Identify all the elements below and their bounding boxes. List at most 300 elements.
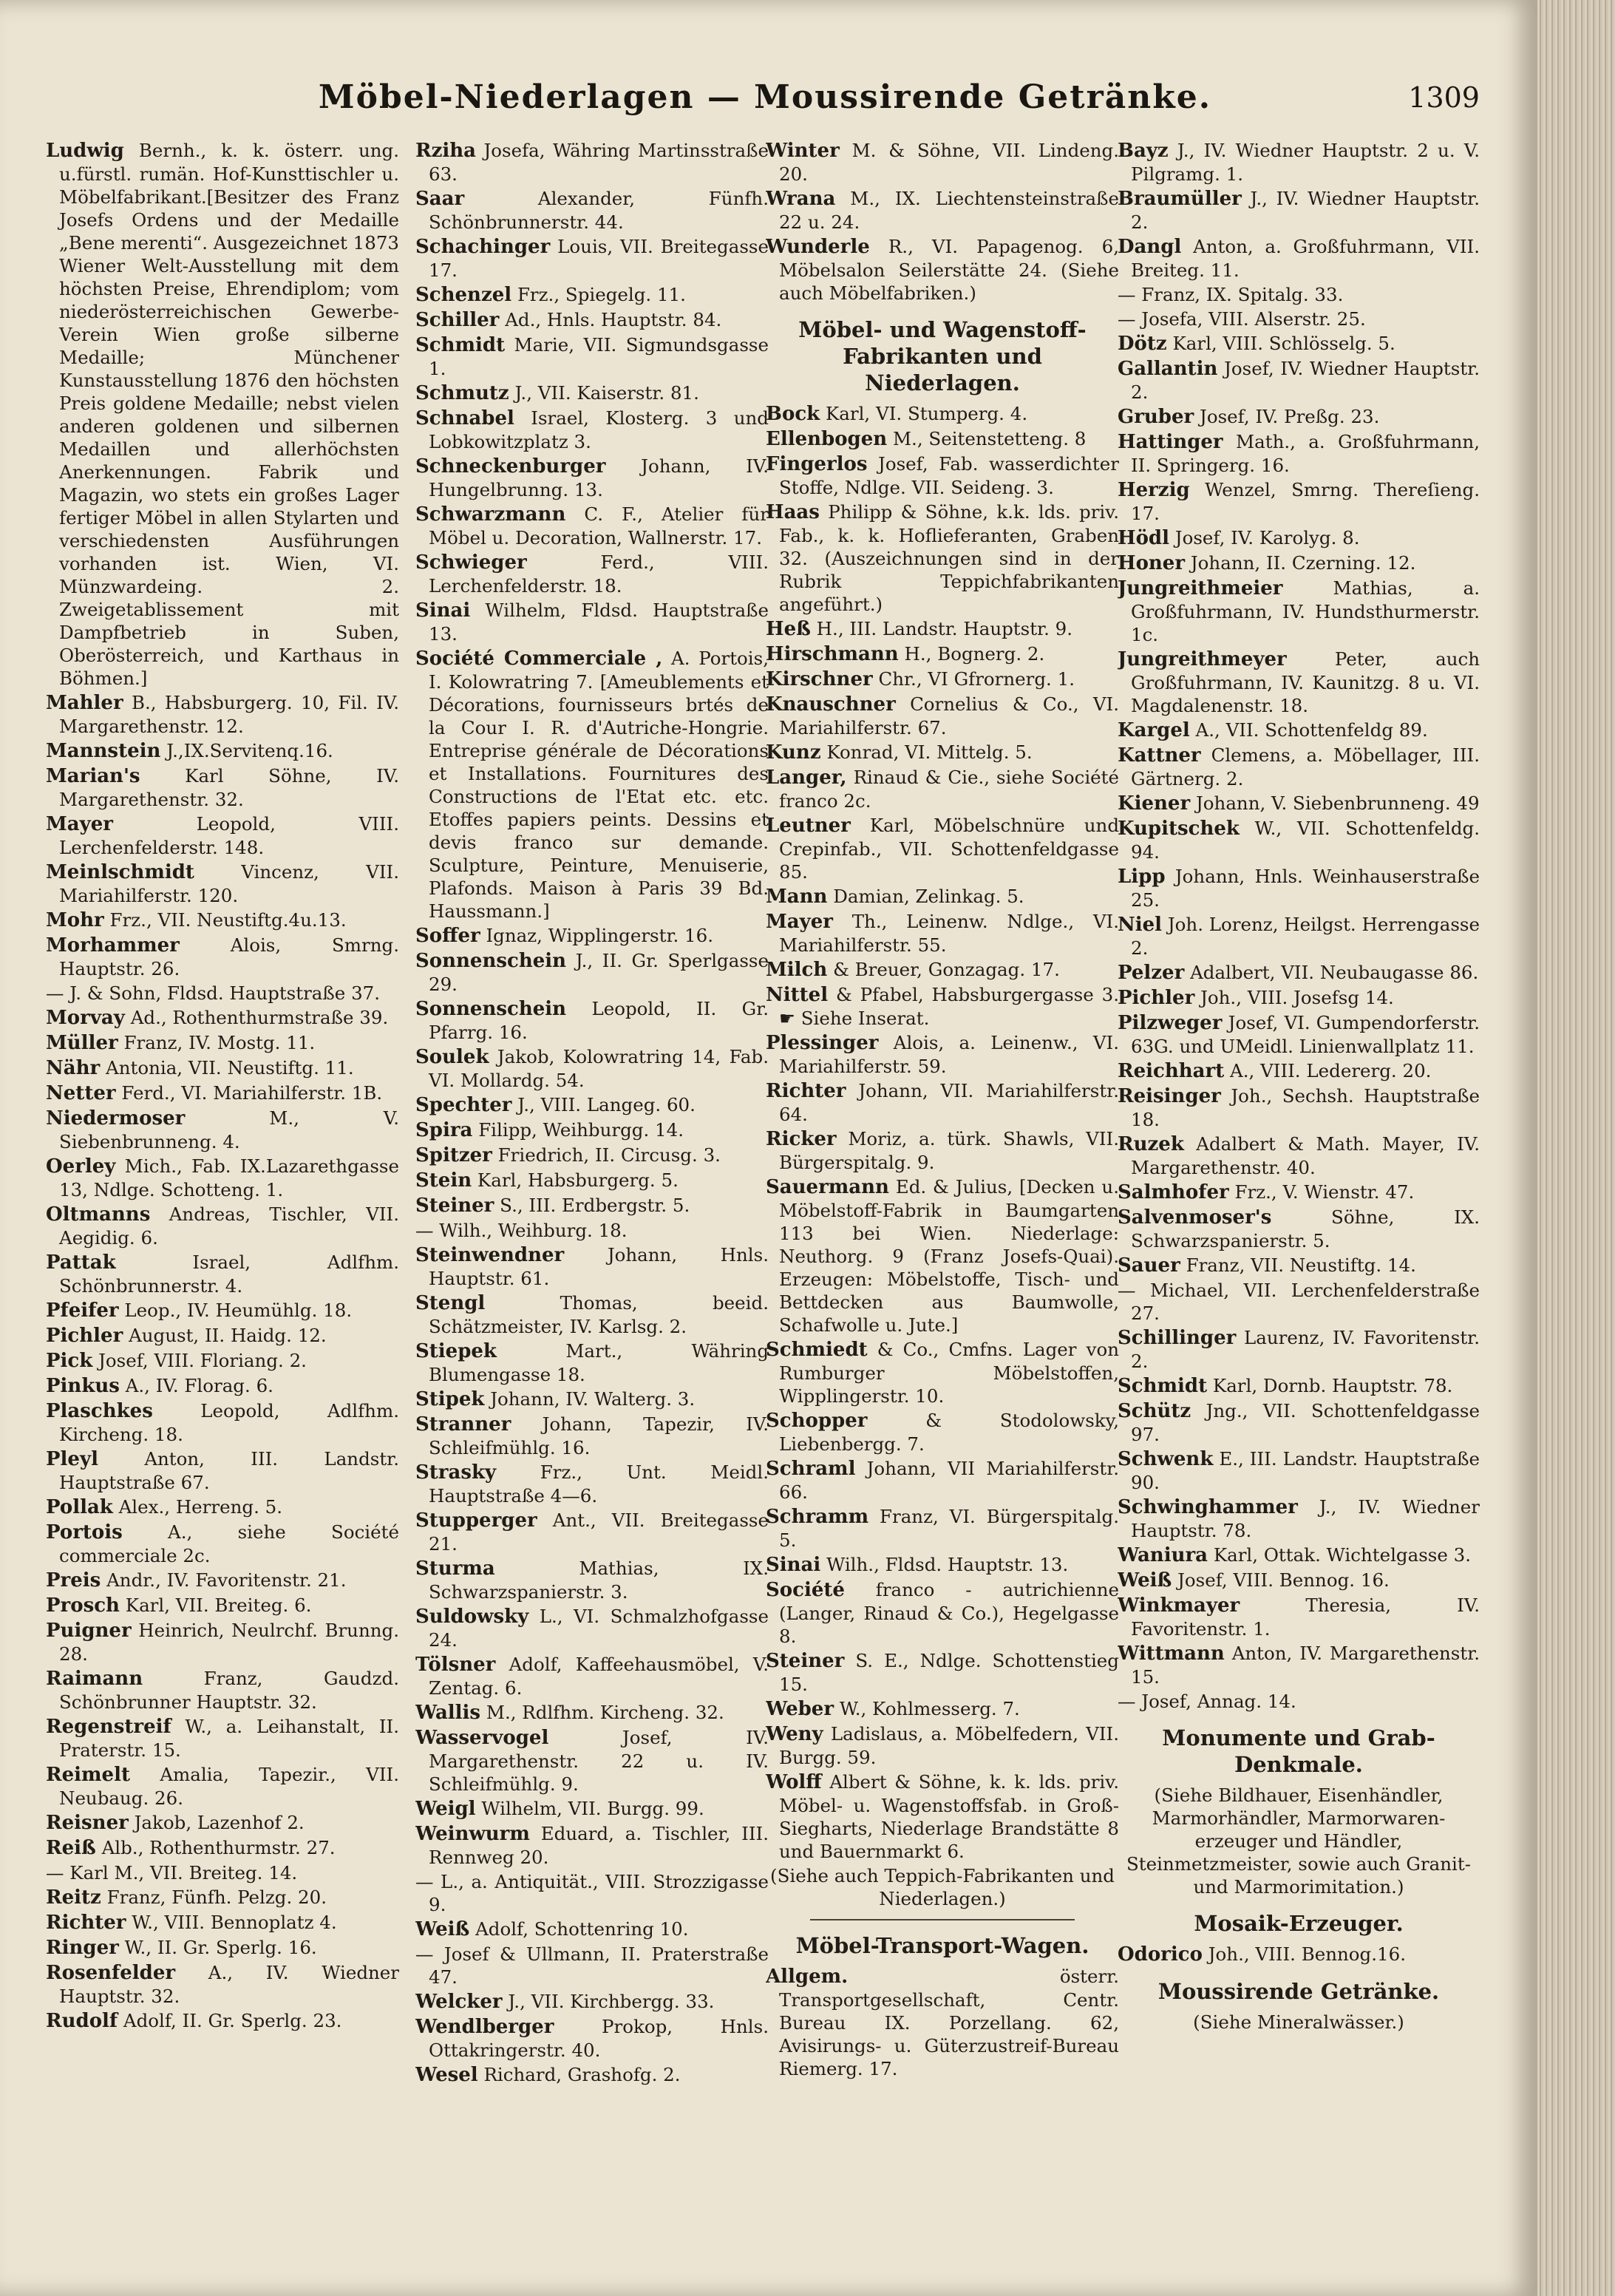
entry-details: Josef, IV. Karolyg. 8. [1174, 527, 1360, 548]
entry-details: Joh., Sechsh. Hauptstraße 18. [1131, 1085, 1480, 1130]
entry-name: Schmiedt [766, 1339, 868, 1361]
entry-details: Josef, IV. Wiedner Hauptstr. 2. [1131, 358, 1480, 403]
entry-name: Oerley [46, 1155, 116, 1178]
directory-entry [415, 1219, 769, 1242]
directory-entry [415, 1870, 769, 1916]
entry-name: Waniura [1118, 1544, 1208, 1566]
entry-details: Israel, Adlfhm. Schönbrunnerstr. 4. [59, 1251, 399, 1297]
entry-name: Mayer [766, 911, 833, 933]
entry-name: Schneckenburger [415, 455, 606, 478]
directory-entry [1118, 1374, 1480, 1398]
entry-details: Jakob, Lazenhof 2. [134, 1812, 305, 1833]
directory-entry [415, 1943, 769, 1988]
entry-name: Wunderle [766, 236, 870, 258]
directory-entry [766, 1770, 1119, 1863]
directory-entry [415, 1726, 769, 1796]
entry-name: Pleyl [46, 1448, 98, 1470]
entry-name: Kirschner [766, 668, 873, 690]
section-heading-getraenke: Moussirende Getränke. [1157, 1979, 1440, 2004]
entry-details: Adolf, Kaffeehausmöbel, V. Zentag. 6. [429, 1654, 769, 1699]
directory-entry [46, 812, 399, 859]
entry-name: Schachinger [415, 236, 551, 258]
entry-name: Pilzweger [1118, 1012, 1223, 1034]
directory-entry [415, 381, 769, 405]
entry-details: W., a. Leihanstalt, II. Praterstr. 15. [59, 1716, 399, 1761]
directory-entry [1118, 1084, 1480, 1131]
entry-name: Winkmayer [1118, 1594, 1240, 1617]
entry-details: Peter, auch Großfuhrmann, IV. Kaunitzg. 8 u. VI. Magdalenenstr. 18. [1131, 648, 1480, 716]
entry-details: Joh., VIII. Bennog.16. [1208, 1943, 1406, 1965]
directory-entry [1118, 139, 1480, 186]
entry-details: Johann, II. Czerning. 12. [1190, 552, 1416, 574]
entry-details: M., Seitenstetteng. 8 [892, 428, 1087, 449]
entry-name: Fingerlos [766, 453, 868, 475]
entry-name: Ludwig [46, 140, 124, 162]
directory-entry [766, 235, 1119, 305]
directory-entry [46, 139, 399, 690]
directory-entry [766, 1578, 1119, 1648]
entry-name: Reisinger [1118, 1085, 1221, 1107]
entry-name: Braumüller [1118, 188, 1242, 210]
entry-name: Schenzel [415, 284, 512, 306]
directory-entry [46, 1251, 399, 1297]
entry-details: Frz., V. Wienstr. 47. [1234, 1181, 1415, 1203]
entry-name: Société Commerciale , [415, 648, 663, 670]
entry-details: Antonia, VII. Neustiftg. 11. [106, 1057, 354, 1079]
directory-entry [1118, 1206, 1480, 1252]
entry-details: Karl, Dornb. Hauptstr. 78. [1212, 1375, 1453, 1396]
directory-entry [766, 668, 1119, 691]
entry-name: Schmutz [415, 382, 509, 404]
entry-name: Haas [766, 501, 820, 523]
directory-entry [415, 1388, 769, 1411]
entry-name: Wittmann [1118, 1643, 1225, 1665]
entry-details: Ignaz, Wipplingerstr. 16. [486, 925, 714, 946]
entry-name: Plaschkes [46, 1400, 153, 1422]
section-heading-mosaik: Mosaik-Erzeuger. [1194, 1911, 1404, 1936]
directory-entry [1118, 865, 1480, 911]
entry-details: S. E., Ndlge. Schottenstieg 15. [779, 1650, 1119, 1695]
column-3 [766, 139, 1119, 2268]
entry-name: Reisner [46, 1812, 129, 1834]
directory-entry [1118, 577, 1480, 646]
directory-entry [415, 1461, 769, 1507]
entry-details: — Wilh., Weihburg. 18. [415, 1220, 628, 1241]
directory-entry [766, 187, 1119, 234]
directory-entry [1118, 357, 1480, 404]
directory-entry [766, 1697, 1119, 1721]
entry-details: Karl, VI. Stumperg. 4. [825, 403, 1028, 424]
directory-entry [415, 1990, 769, 2014]
directory-entry [46, 1861, 399, 1884]
entry-name: Stipek [415, 1388, 485, 1410]
entry-details: C. F., Atelier für Möbel u. Decoration, Wallnerstr. 17. [429, 503, 769, 548]
entry-name: Ringer [46, 1937, 119, 1959]
entry-name: Pattak [46, 1251, 116, 1274]
entry-name: Ruzek [1118, 1133, 1184, 1155]
entry-details: & Breuer, Gonzagag. 17. [833, 959, 1060, 980]
directory-entry [46, 1203, 399, 1249]
entry-name: Schwarzmann [415, 503, 566, 526]
entry-name: Rudolf [46, 2010, 118, 2032]
directory-entry [46, 1155, 399, 1201]
entry-name: Niedermoser [46, 1107, 186, 1130]
entry-details: Söhne, IX. Schwarzspanierstr. 5. [1131, 1206, 1480, 1251]
entry-details: Anton, III. Landstr. Hauptstraße 67. [59, 1448, 399, 1493]
entry-name: Raimann [46, 1668, 143, 1690]
directory-entry [766, 1649, 1119, 1696]
directory-entry [1118, 1642, 1480, 1688]
entry-details: franco - autrichienne (Langer, Rinaud & Co.), Hegelgasse 8. [779, 1579, 1119, 1647]
entry-name: Mahler [46, 692, 123, 714]
directory-entry [415, 1194, 769, 1217]
entry-details: Ladislaus, a. Möbelfedern, VII. Burgg. 59. [779, 1723, 1119, 1768]
entry-name: Stengl [415, 1292, 486, 1314]
entry-name: Stranner [415, 1413, 511, 1436]
entry-details: Leopold, VIII. Lerchenfelderstr. 148. [59, 813, 399, 858]
directory-entry [46, 1836, 399, 1860]
entry-name: Milch [766, 959, 828, 981]
entry-name: Kattner [1118, 744, 1201, 767]
entry-name: Schramm [766, 1506, 869, 1528]
entry-details: Franz, Gaudzd. Schönbrunner Hauptstr. 32. [59, 1668, 399, 1713]
entry-details: Cornelius & Co., VI. Mariahilferstr. 67. [779, 693, 1119, 738]
directory-entry [766, 139, 1119, 186]
entry-name: Steiner [766, 1650, 845, 1672]
directory-entry [1118, 1181, 1480, 1204]
entry-details: E., III. Landstr. Hauptstraße 90. [1131, 1448, 1480, 1493]
directory-entry [766, 766, 1119, 812]
directory-entry [766, 983, 1119, 1030]
entry-details: Wenzel, Smrng. Thereſieng. 17. [1131, 479, 1480, 524]
entry-name: Jungreithmeier [1118, 577, 1283, 600]
entry-details: Josef, VI. Gumpendorferstr. 63G. und UMeidl. Linienwallplatz 11. [1131, 1012, 1480, 1057]
entry-name: Pichler [1118, 987, 1195, 1009]
directory-entry [1118, 430, 1480, 477]
entry-details: Joh., VIII. Josefsg 14. [1200, 987, 1394, 1008]
directory-entry [415, 997, 769, 1044]
entry-name: Wrana [766, 188, 836, 210]
entry-name: Sturma [415, 1558, 495, 1580]
directory-entry [46, 982, 399, 1005]
directory-entry [415, 1339, 769, 1386]
entry-name: Mohr [46, 909, 104, 931]
directory-entry [46, 934, 399, 980]
directory-entry [415, 1653, 769, 1699]
col3-top-list [766, 139, 1119, 305]
entry-name: Pick [46, 1350, 93, 1372]
entry-details: — Franz, IX. Spitalg. 33. [1118, 284, 1344, 305]
entry-name: Hattinger [1118, 431, 1223, 453]
entry-details: — Josef, Annag. 14. [1118, 1691, 1296, 1712]
entry-details: August, II. Haidg. 12. [129, 1325, 327, 1346]
entry-details: Anton, IV. Margarethenstr. 15. [1131, 1643, 1480, 1688]
entry-name: Tölsner [415, 1654, 496, 1676]
directory-entry [1118, 1254, 1480, 1277]
directory-entry [46, 1399, 399, 1446]
directory-entry [766, 1553, 1119, 1577]
entry-name: Soulek [415, 1046, 489, 1068]
entry-name: Marian's [46, 765, 140, 787]
entry-name: Schiller [415, 309, 500, 331]
entry-name: Sonnenschein [415, 998, 567, 1020]
entry-name: Wallis [415, 1702, 481, 1724]
entry-details: Filipp, Weihburgg. 14. [478, 1119, 684, 1141]
entry-name: Reimelt [46, 1764, 130, 1786]
entry-name: Spechter [415, 1094, 512, 1116]
entry-details: Karl, Ottak. Wichtelgasse 3. [1213, 1544, 1472, 1566]
entry-details: Damian, Zelinkag. 5. [833, 886, 1024, 907]
directory-entry [1118, 648, 1480, 717]
entry-details: A., IV. Florag. 6. [125, 1375, 273, 1396]
entry-name: Richter [46, 1912, 126, 1934]
entry-details: Albert & Söhne, k. k. lds. priv. Möbel- u. Wagenstoffsfab. in Groß-Siegharts, Niederlage Brandstätte 8 und Bauernmarkt 6. [779, 1771, 1119, 1862]
entry-name: Société [766, 1579, 845, 1601]
entry-details: A., VII. Schottenfeldg 89. [1195, 719, 1428, 741]
column-2 [415, 139, 769, 2268]
entry-details: Karl, VII. Breiteg. 6. [125, 1594, 312, 1616]
entry-details: Leop., IV. Heumühlg. 18. [124, 1300, 353, 1321]
directory-entry [1118, 1594, 1480, 1640]
entry-details: Ant., VII. Breitegasse 21. [429, 1509, 769, 1555]
entry-details: Alois, Smrng. Hauptstr. 26. [59, 934, 399, 979]
entry-details: — Josef & Ullmann, II. Praterstraße 47. [415, 1943, 769, 1988]
directory-entry [1118, 332, 1480, 356]
entry-details: — J. & Sohn, Fldsd. Hauptstraße 37. [46, 982, 381, 1004]
directory-entry [766, 910, 1119, 957]
entry-details: J., VIII. Langeg. 60. [517, 1094, 696, 1115]
directory-entry [1118, 986, 1480, 1010]
directory-entry [46, 1886, 399, 1909]
entry-name: Sinai [415, 600, 471, 622]
entry-details: Franz, VI. Bürgerspitalg. 5. [779, 1506, 1119, 1551]
directory-entry [46, 1447, 399, 1494]
entry-name: Morvay [46, 1007, 125, 1029]
entry-details: & Pfabel, Habsburgergasse 3. ☛ Siehe Inserat. [779, 984, 1119, 1029]
entry-details: Anton, a. Großfuhrmann, VII. Breiteg. 11. [1131, 236, 1480, 281]
column-4 [1118, 139, 1480, 2268]
entry-name: Meinlschmidt [46, 861, 194, 883]
section-heading-stoff: Möbel- und Wagenstoff-Fabrikanten und Niederlagen. [798, 317, 1087, 395]
directory-entry [1118, 913, 1480, 960]
entry-name: Stiepek [415, 1340, 497, 1362]
entry-details: Prokop, Hnls. Ottakringerstr. 40. [429, 2016, 769, 2061]
entry-name: Hödl [1118, 527, 1169, 549]
directory-entry [1118, 744, 1480, 790]
entry-name: Pinkus [46, 1375, 120, 1397]
directory-entry [766, 1079, 1119, 1126]
entry-details: & Stodolowsky, Liebenbergg. 7. [779, 1410, 1119, 1455]
entry-details: R., VI. Papagenog. 6, Möbelsalon Seilerstätte 24. (Siehe auch Möbelfabriken.) [779, 236, 1119, 304]
directory-entry [1118, 1690, 1480, 1713]
entry-details: M., Rdlfhm. Kircheng. 32. [486, 1702, 724, 1723]
directory-entry [1118, 478, 1480, 525]
entry-name: Netter [46, 1082, 116, 1104]
entry-details: Alb., Rothenthurmstr. 27. [101, 1837, 336, 1858]
directory-entry [1118, 719, 1480, 742]
entry-details: Richard, Grashofg. 2. [483, 2064, 681, 2085]
entry-name: Reiß [46, 1837, 96, 1859]
directory-entry [766, 1031, 1119, 1078]
directory-entry [1118, 235, 1480, 282]
directory-entry [415, 1509, 769, 1555]
entry-details: H., Bognerg. 2. [904, 643, 1045, 665]
entry-name: Pollak [46, 1496, 113, 1518]
book-page-edge [1537, 0, 1615, 2296]
entry-name: Lipp [1118, 866, 1166, 888]
directory-entry [415, 1169, 769, 1192]
entry-name: Winter [766, 140, 840, 162]
entry-name: Schnabel [415, 407, 514, 429]
directory-entry [1118, 283, 1480, 306]
entry-details: A. Portois, I. Kolowratring 7. [Ameublements et Décorations, fournisseurs brtés de la Cour I. R. d'Autriche-Hongrie. Entreprise générale de Décorations et Installations. Fournitures des Constructions de l'Etat etc. etc. Etoffes papiers peints. Dessins et devis franco sur demande. Sculpture, Peinture, Menuiserie, Plafonds. Maison à Paris 39 Bd. Haussmann.] [429, 648, 769, 922]
entry-name: Weigl [415, 1798, 476, 1820]
directory-entry [46, 1324, 399, 1348]
entry-details: Franz, VII. Neustiftg. 14. [1186, 1254, 1416, 1276]
entry-details: Karl Söhne, IV. Margarethenstr. 32. [59, 765, 399, 810]
entry-details: Jng., VII. Schottenfeldgasse 97. [1131, 1400, 1480, 1445]
entry-details: Mathias, a. Großfuhrmann, IV. Hundsthurmerstr. 1c. [1131, 577, 1480, 645]
entry-name: Spira [415, 1119, 473, 1141]
directory-entry [766, 500, 1119, 616]
entry-details: J., IV. Wiedner Hauptstr. 78. [1131, 1496, 1480, 1541]
entry-name: Kupitschek [1118, 818, 1240, 840]
entry-details: Joh. Lorenz, Heilgst. Herrengasse 2. [1131, 914, 1480, 959]
entry-name: Rosenfelder [46, 1962, 176, 1984]
entry-details: J., IV. Wiedner Hauptstr. 2. [1131, 188, 1480, 233]
entry-details: Wilhelm, Fldsd. Hauptstraße 13. [429, 600, 769, 645]
entry-details: — Josefa, VIII. Alserstr. 25. [1118, 308, 1366, 330]
entry-details: Josef, IV. Margarethenstr. 22 u. IV. Schleifmühlg. 9. [429, 1727, 769, 1795]
entry-details: J., VII. Kaiserstr. 81. [514, 382, 699, 404]
directory-entry [1118, 1569, 1480, 1592]
entry-name: Gallantin [1118, 358, 1218, 380]
col4-mosaik-list [1118, 1943, 1480, 1966]
directory-entry [1118, 1279, 1480, 1325]
entry-details: Frz., Unt. Meidl. Hauptstraße 4—6. [429, 1461, 769, 1507]
directory-entry [415, 1557, 769, 1603]
divider [810, 1919, 1075, 1920]
directory-entry [766, 642, 1119, 666]
directory-entry [415, 283, 769, 307]
entry-name: Plessinger [766, 1032, 879, 1054]
entry-name: Niel [1118, 914, 1163, 936]
entry-name: Heß [766, 618, 811, 640]
directory-entry [46, 1715, 399, 1762]
entry-details: Josef, VIII. Floriang. 2. [98, 1350, 307, 1371]
directory-entry [46, 1936, 399, 1960]
directory-entry [46, 1569, 399, 1592]
directory-entry [1118, 1543, 1480, 1567]
directory-entry [415, 455, 769, 501]
directory-entry [766, 1505, 1119, 1552]
entry-name: Ricker [766, 1128, 837, 1150]
directory-entry [46, 2009, 399, 2033]
entry-details: Clemens, a. Möbellager, III. Gärtnerg. 2. [1131, 744, 1480, 789]
directory-entry [415, 333, 769, 380]
entry-name: Wasservogel [415, 1727, 549, 1749]
entry-details: Andreas, Tischler, VII. Aegidig. 6. [59, 1203, 399, 1249]
entry-details: — Karl M., VII. Breiteg. 14. [46, 1862, 298, 1884]
entry-name: Wesel [415, 2064, 478, 2086]
entry-details: W., VIII. Bennoplatz 4. [132, 1912, 337, 1933]
entry-name: Stupperger [415, 1509, 537, 1532]
directory-entry [46, 1006, 399, 1030]
entry-details: Friedrich, II. Circusg. 3. [497, 1144, 721, 1166]
directory-entry [415, 1291, 769, 1338]
directory-entry [415, 1413, 769, 1459]
directory-entry [766, 452, 1119, 499]
entry-name: Odorico [1118, 1943, 1203, 1966]
directory-entry [415, 1144, 769, 1167]
directory-entry [415, 235, 769, 282]
entry-name: Spitzer [415, 1144, 492, 1166]
entry-details: Franz, IV. Mostg. 11. [123, 1032, 316, 1053]
entry-name: Salvenmoser's [1118, 1206, 1272, 1229]
directory-entry [415, 1093, 769, 1117]
directory-entry [1118, 308, 1480, 330]
directory-entry [415, 2015, 769, 2062]
entry-name: Müller [46, 1032, 118, 1054]
directory-entry [46, 1495, 399, 1519]
entry-name: Preis [46, 1569, 101, 1592]
entry-details: Johann, VII. Mariahilferstr. 64. [779, 1080, 1119, 1125]
directory-entry [415, 949, 769, 996]
entry-details: Johann, IV. Walterg. 3. [490, 1388, 696, 1410]
entry-name: Salmhofer [1118, 1181, 1229, 1203]
entry-details: Johann, V. Siebenbrunneng. 49 [1195, 792, 1480, 814]
entry-details: Johann, Hnls. Weinhauserstraße 25. [1131, 866, 1480, 911]
directory-entry [415, 407, 769, 453]
directory-entry [46, 1763, 399, 1810]
entry-details: Adolf, II. Gr. Sperlg. 23. [123, 2010, 342, 2031]
note-stoff: (Siehe auch Teppich-Fabrikanten und Niederlagen.) [770, 1865, 1115, 1909]
directory-entry [46, 1374, 399, 1398]
entry-details: Adalbert, VII. Neubaugasse 86. [1190, 962, 1479, 983]
entry-name: Schwieger [415, 551, 527, 574]
directory-entry [46, 1521, 399, 1567]
col4-list [1118, 139, 1480, 1713]
entry-details: M., V. Siebenbrunneng. 4. [59, 1107, 399, 1152]
entry-details: Chr., VI Gfrornerg. 1. [878, 668, 1075, 690]
entry-details: Leopold, II. Gr. Pfarrg. 16. [429, 998, 769, 1043]
entry-details: Marie, VII. Sigmundsgasse 1. [429, 334, 769, 379]
entry-name: Weny [766, 1723, 823, 1745]
directory-entry [415, 2063, 769, 2087]
entry-name: Weber [766, 1698, 834, 1720]
entry-details: Frz., VII. Neustiftg.4u.13. [109, 909, 347, 931]
entry-details: Wilh., Fldsd. Hauptstr. 13. [826, 1554, 1069, 1575]
directory-entry [766, 814, 1119, 883]
directory-entry [1118, 1011, 1480, 1058]
directory-entry [415, 139, 769, 186]
directory-entry [415, 1797, 769, 1821]
directory-entry [1118, 1399, 1480, 1446]
directory-entry [46, 1961, 399, 2008]
directory-entry [46, 1056, 399, 1080]
directory-entry [46, 764, 399, 811]
section-heading-monumente: Monumente und Grab-Denkmale. [1162, 1725, 1435, 1777]
entry-details: A., siehe Société commerciale 2c. [59, 1521, 399, 1566]
entry-details: J.,IX.Servitenq.16. [166, 740, 333, 761]
entry-name: Saar [415, 188, 465, 210]
directory-entry [766, 693, 1119, 739]
entry-details: Ad., Rothenthurmstraße 39. [130, 1007, 389, 1028]
entry-name: Schraml [766, 1458, 856, 1480]
directory-entry [1118, 1495, 1480, 1542]
entry-details: österr. Transportgesellschaft, Centr. Bureau IX. Porzellang. 62, Avisirungs- u. Güterzustreif-Bureau Riemerg. 17. [779, 1966, 1119, 2079]
entry-details: L., VI. Schmalzhofgasse 24. [429, 1606, 769, 1651]
